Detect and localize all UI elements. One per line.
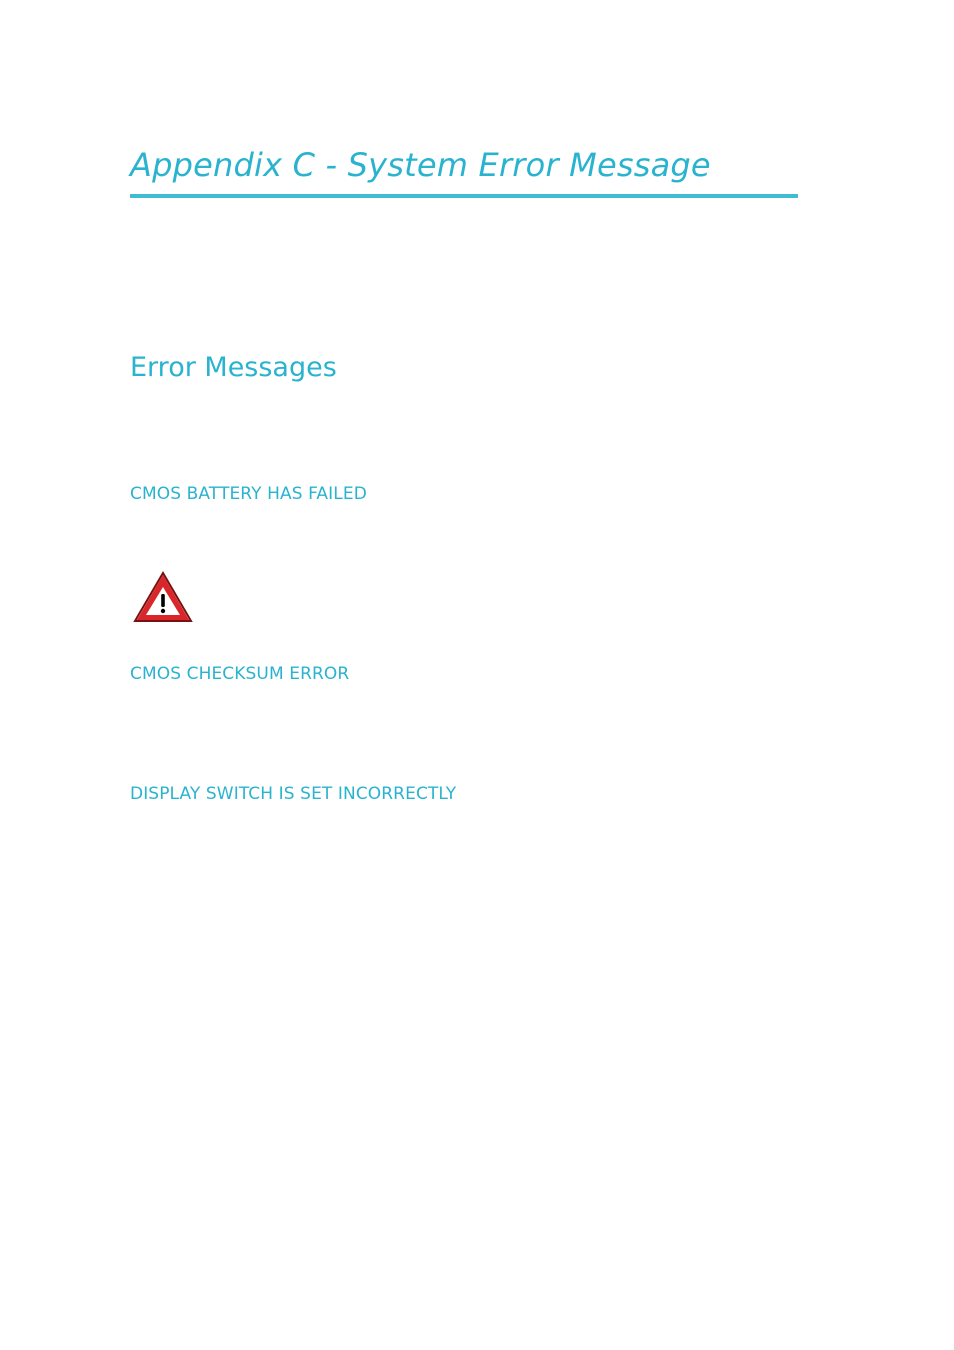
title-divider bbox=[130, 194, 798, 198]
error-title-cmos-checksum: CMOS CHECKSUM ERROR bbox=[130, 664, 350, 684]
error-title-display-switch: DISPLAY SWITCH IS SET INCORRECTLY bbox=[130, 784, 457, 804]
warning-triangle-icon bbox=[132, 570, 194, 624]
section-heading: Error Messages bbox=[130, 352, 337, 383]
error-title-cmos-battery: CMOS BATTERY HAS FAILED bbox=[130, 484, 367, 504]
page-title: Appendix C - System Error Message bbox=[130, 146, 711, 184]
